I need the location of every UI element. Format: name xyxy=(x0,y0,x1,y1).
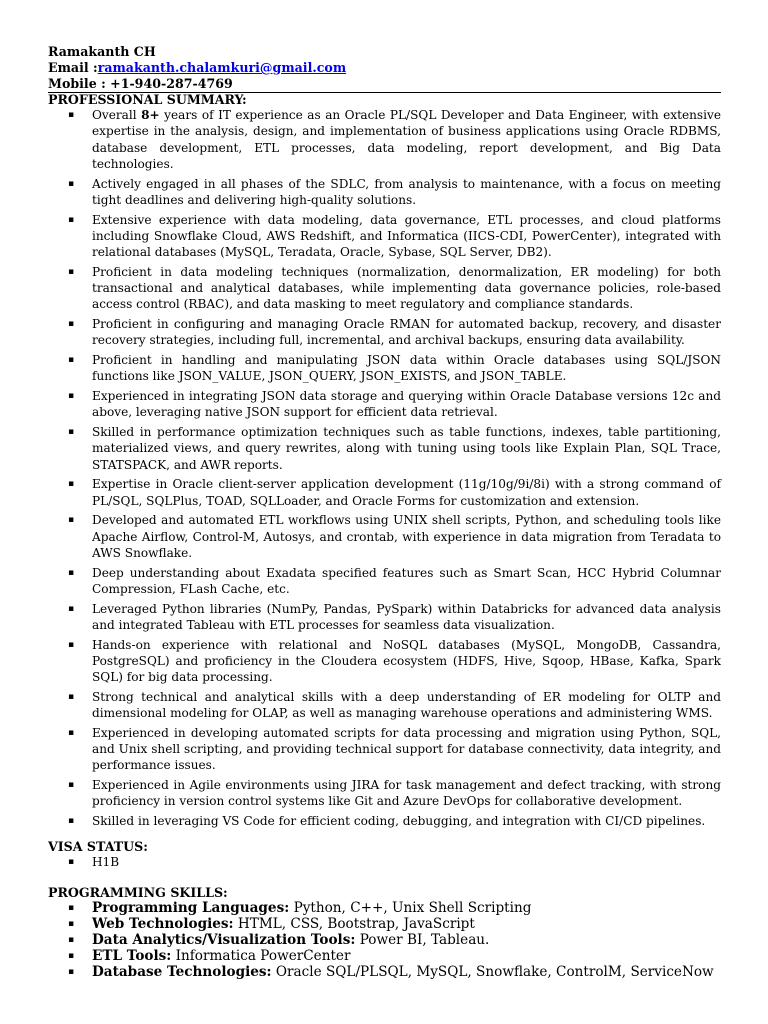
skill-item xyxy=(48,932,721,948)
summary-item-text: Strong technical and analytical skills with a deep understanding of ER modeling for OLTP and dimensional modeling for OLAP, as well as managing warehouse operations and administering WMS. xyxy=(92,689,721,721)
visa-status-list xyxy=(48,854,721,870)
summary-item xyxy=(48,476,721,509)
summary-item xyxy=(48,777,721,810)
bullet-icon: ▪ xyxy=(68,951,75,962)
summary-item xyxy=(48,388,721,421)
skill-item xyxy=(48,948,721,964)
skill-category-value: Informatica PowerCenter xyxy=(171,948,351,965)
summary-item-text: Skilled in leveraging VS Code for efficient coding, debugging, and integration with CI/CD pipelines. xyxy=(92,814,706,829)
skill-category-value: Oracle SQL/PLSQL, MySQL, Snowflake, ControlM, ServiceNow xyxy=(271,964,714,981)
summary-item-text: Overall xyxy=(92,108,142,122)
skill-category-label: Programming Languages: xyxy=(92,900,290,917)
summary-item xyxy=(48,424,721,473)
summary-item-text: Experienced in developing automated scripts for data processing and migration using Python, SQL, and Unix shell scripting, and providing technical support for database connectivity, data integrity, and performance issues. xyxy=(92,725,721,773)
bullet-icon: ▪ xyxy=(68,639,75,650)
bullet-icon: ▪ xyxy=(68,780,75,791)
bullet-icon: ▪ xyxy=(68,214,75,225)
bullet-icon: ▪ xyxy=(68,427,75,438)
summary-item xyxy=(48,637,721,686)
summary-item xyxy=(48,352,721,385)
skill-category-label: Web Technologies: xyxy=(92,916,234,933)
bullet-icon: ▪ xyxy=(68,691,75,702)
bullet-icon: ▪ xyxy=(68,935,75,946)
bullet-icon: ▪ xyxy=(68,903,75,914)
visa-status-heading: VISA STATUS: xyxy=(48,839,148,855)
bullet-icon: ▪ xyxy=(68,266,75,277)
mobile-line: Mobile : +1-940-287-4769 xyxy=(48,76,721,93)
bullet-icon: ▪ xyxy=(68,967,75,978)
skill-item xyxy=(48,916,721,932)
summary-item xyxy=(48,316,721,349)
bullet-icon: ▪ xyxy=(68,391,75,402)
bullet-icon: ▪ xyxy=(68,919,75,930)
summary-item xyxy=(48,107,721,172)
visa-item-text: H1B xyxy=(92,855,120,870)
programming-skills-heading: PROGRAMMING SKILLS: xyxy=(48,885,228,901)
visa-item xyxy=(48,854,721,870)
summary-item-text: Experienced in Agile environments using JIRA for task management and defect tracking, with strong proficiency in version control systems like Git and Azure DevOps for collaborative development. xyxy=(92,778,721,809)
summary-item-text: years of IT experience as an Oracle PL/SQL Developer and Data Engineer, with extensive expertise in the analysis, design, and implementation of business applications using Oracle RDBMS, database development, ETL processes, data modeling, report development, and Big Data technologies. xyxy=(92,108,721,171)
summary-item xyxy=(48,212,721,261)
summary-item xyxy=(48,176,721,209)
summary-item-text: Hands-on experience with relational and NoSQL databases (MySQL, MongoDB, Cassandra, PostgreSQL) and proficiency in the Cloudera ecosystem (HDFS, Hive, Sqoop, HBase, Kafka, Spark SQL) for big data processing. xyxy=(92,637,721,685)
bullet-icon: ▪ xyxy=(68,603,75,614)
skill-item xyxy=(48,964,721,980)
email-label: Email : xyxy=(48,60,98,75)
skill-category-value: Python, C++, Unix Shell Scripting xyxy=(289,900,532,917)
summary-item xyxy=(48,264,721,313)
skill-category-value: HTML, CSS, Bootstrap, JavaScript xyxy=(233,916,475,933)
bullet-icon: ▪ xyxy=(68,727,75,738)
bullet-icon: ▪ xyxy=(68,515,75,526)
bullet-icon: ▪ xyxy=(68,319,75,330)
summary-item-text: Skilled in performance optimization techniques such as table functions, indexes, table partitioning, materialized views, and query rewrites, along with tuning using tools like Explain Plan, SQL Trace, STATSPACK, and AWR reports. xyxy=(92,425,721,472)
summary-item-text: Deep understanding about Exadata specified features such as Smart Scan, HCC Hybrid Columnar Compression, FLash Cache, etc. xyxy=(92,565,721,596)
skill-item xyxy=(48,900,721,916)
email-line xyxy=(48,60,721,76)
bullet-icon: ▪ xyxy=(68,479,75,490)
summary-item-text: Proficient in configuring and managing Oracle RMAN for automated backup, recovery, and disaster recovery strategies, including full, incremental, and archival backups, ensuring data availability. xyxy=(92,317,721,348)
summary-item xyxy=(48,565,721,598)
summary-item xyxy=(48,725,721,774)
bullet-icon: ▪ xyxy=(68,110,75,120)
skill-category-label: Data Analytics/Visualization Tools: xyxy=(92,932,356,949)
candidate-name: Ramakanth CH xyxy=(48,44,156,59)
bullet-icon: ▪ xyxy=(68,355,75,366)
programming-skills-list xyxy=(48,900,721,980)
email-link[interactable]: ramakanth.chalamkuri@gmail.com xyxy=(97,60,347,75)
summary-item-text: Proficient in handling and manipulating JSON data within Oracle databases using SQL/JSON functions like JSON_VALUE, JSON_QUERY, JSON_EXISTS, and JSON_TABLE. xyxy=(92,353,721,384)
bullet-icon: ▪ xyxy=(68,857,75,868)
summary-item xyxy=(48,689,721,722)
professional-summary-heading: PROFESSIONAL SUMMARY: xyxy=(48,92,247,107)
summary-item-text: Developed and automated ETL workflows using UNIX shell scripts, Python, and scheduling tools like Apache Airflow, Control-M, Autosys, and crontab, with experience in data migration from Teradata to AWS Snowflake. xyxy=(92,513,721,560)
skill-category-value: Power BI, Tableau. xyxy=(355,932,490,949)
summary-item-emphasis: 8+ xyxy=(141,108,160,122)
summary-item-text: Experienced in integrating JSON data storage and querying within Oracle Database versions 12c and above, leveraging native JSON support for efficient data retrieval. xyxy=(92,389,721,420)
summary-item xyxy=(48,601,721,634)
summary-item-text: Leveraged Python libraries (NumPy, Pandas, PySpark) within Databricks for advanced data analysis and integrated Tableau with ETL processes for seamless data visualization. xyxy=(92,601,721,632)
summary-item xyxy=(48,512,721,561)
skill-category-label: Database Technologies: xyxy=(92,964,272,981)
bullet-icon: ▪ xyxy=(68,178,75,189)
bullet-icon: ▪ xyxy=(68,816,75,827)
summary-item-text: Actively engaged in all phases of the SDLC, from analysis to maintenance, with a focus on meeting tight deadlines and delivering high-quality solutions. xyxy=(92,176,721,207)
summary-item xyxy=(48,813,721,829)
professional-summary-list xyxy=(48,107,721,829)
summary-item-text: Extensive experience with data modeling, data governance, ETL processes, and cloud platforms including Snowflake Cloud, AWS Redshift, and Informatica (IICS-CDI, PowerCenter), integrated with relational databases (MySQL, Teradata, Oracle, Sybase, SQL Server, DB2). xyxy=(92,212,721,260)
summary-item-text: Expertise in Oracle client-server application development (11g/10g/9i/8i) with a strong command of PL/SQL, SQLPlus, TOAD, SQLLoader, and Oracle Forms for customization and extension. xyxy=(92,477,721,508)
skill-category-label: ETL Tools: xyxy=(92,948,172,965)
summary-item-text: Proficient in data modeling techniques (normalization, denormalization, ER modeling) for both transactional and analytical databases, while implementing data governance policies, role-based access control (RBAC), and data masking to meet regulatory and compliance standards. xyxy=(92,264,721,312)
resume-page xyxy=(48,44,721,980)
bullet-icon: ▪ xyxy=(68,567,75,578)
